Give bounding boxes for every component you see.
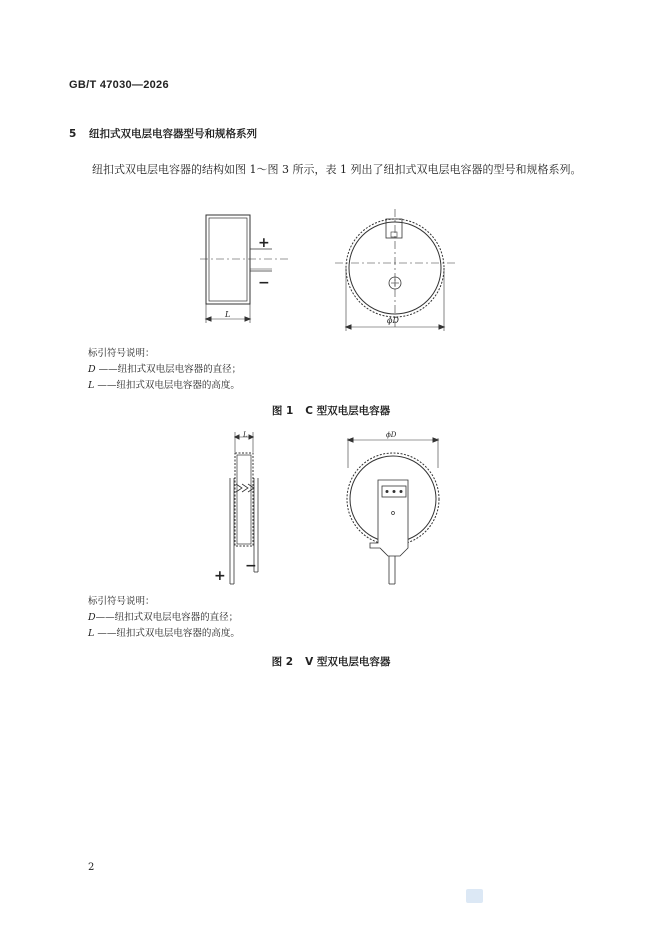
- figure2-legend-text-L: ——纽扣式双电层电容器的高度。: [97, 628, 240, 639]
- page-number: 2: [88, 862, 95, 873]
- figure1-drawing: [195, 205, 470, 335]
- figure2-plus-label: +: [214, 568, 226, 584]
- figure1-caption-text: C 型双电层电容器: [305, 405, 391, 417]
- figure2-caption-number: 图 2: [271, 656, 294, 668]
- figure1-dim-L: L: [225, 310, 231, 319]
- figure2-caption-text: V 型双电层电容器: [305, 656, 391, 668]
- figure2-legend: [88, 594, 240, 642]
- figure2-legend-symbol-D: D: [88, 612, 96, 623]
- figure2-legend-item-L: [88, 626, 240, 642]
- figure1-legend-item-L: [88, 378, 241, 394]
- figure1-plus-label: +: [258, 235, 270, 251]
- figure2-dim-D: ϕD: [386, 431, 397, 439]
- section-title: 纽扣式双电层电容器型号和规格系列: [89, 128, 257, 140]
- figure1-minus-label: −: [258, 275, 270, 291]
- figure2-caption: [0, 654, 662, 669]
- figure1-legend-symbol-L: L: [88, 380, 95, 391]
- section-number: 5: [69, 128, 77, 140]
- figure1-caption: [0, 403, 662, 418]
- body-paragraph: 纽扣式双电层电容器的结构如图 1～图 3 所示，表 1 列出了纽扣式双电层电容器的型号和规格系列。: [92, 163, 582, 176]
- figure1-legend-text-L: ——纽扣式双电层电容器的高度。: [97, 380, 240, 391]
- figure2-front-view: [347, 438, 439, 584]
- figure2-legend-symbol-L: L: [88, 628, 95, 639]
- watermark-logo-icon: [466, 889, 483, 903]
- figure1-legend-title: 标引符号说明：: [88, 348, 155, 359]
- figure1-front-view: [335, 209, 457, 331]
- figure2-legend-item-D: [88, 610, 240, 626]
- figure1-legend-text-D: ——纽扣式双电层电容器的直径；: [98, 364, 242, 375]
- figure1-legend: [88, 346, 241, 394]
- figure2-legend-title: 标引符号说明：: [88, 596, 155, 607]
- figure1-caption-number: 图 1: [271, 405, 294, 417]
- figure1-legend-symbol-D: D: [88, 364, 96, 375]
- figure2-minus-label: −: [245, 558, 257, 574]
- figure1-dim-D: ϕD: [387, 316, 399, 325]
- section-heading: [69, 126, 257, 141]
- figure2-dim-L: L: [243, 431, 248, 439]
- figure2-drawing: [210, 428, 450, 588]
- standard-code: GB/T 47030—2026: [69, 79, 169, 91]
- figure2-legend-text-D: ——纽扣式双电层电容器的直径；: [95, 612, 239, 623]
- figure1-side-view: [200, 215, 290, 323]
- figure1-legend-item-D: [88, 362, 241, 378]
